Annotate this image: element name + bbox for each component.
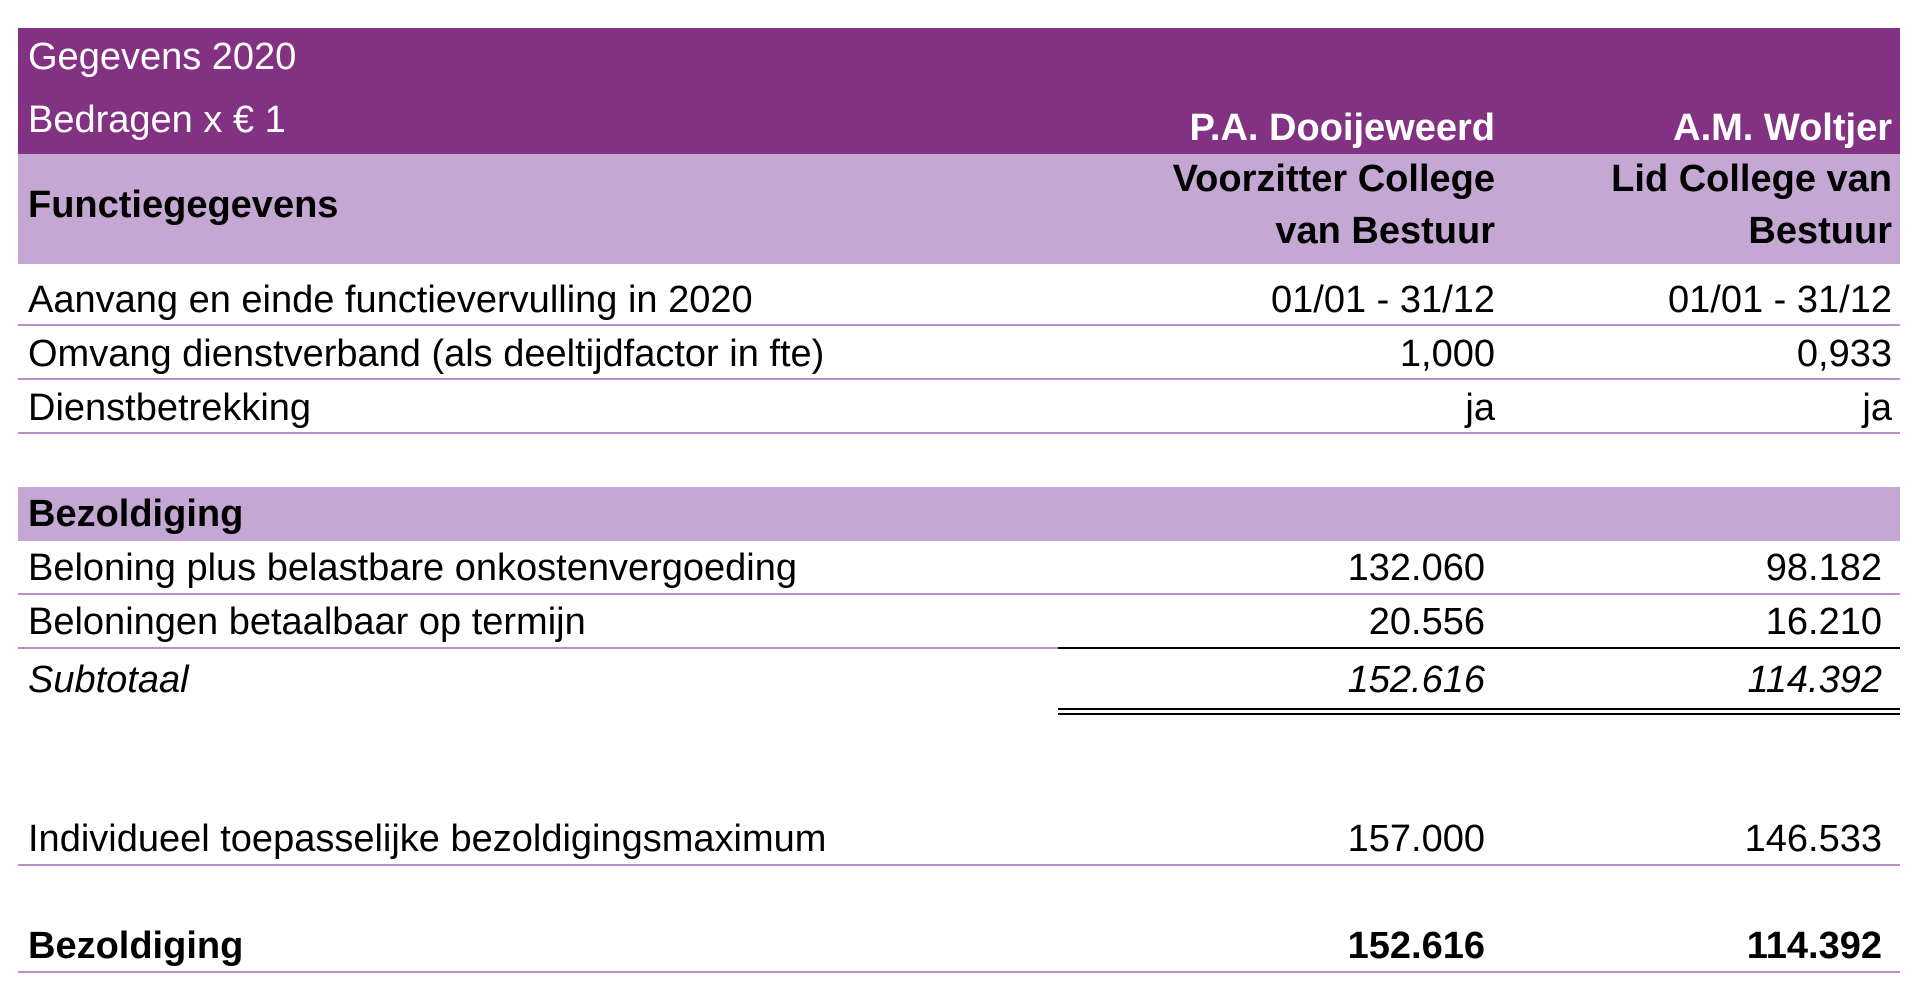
- bezoldiging-header: [18, 487, 1900, 541]
- row-label: Aanvang en einde functievervulling in 2020: [28, 279, 753, 321]
- row-label: Beloningen betaalbaar op termijn: [28, 601, 586, 643]
- row-value-person2: 98.182: [1765, 547, 1882, 589]
- maximum-value-person2: 146.533: [1744, 818, 1882, 860]
- row-value-person1: ja: [1465, 387, 1495, 429]
- row-value-person2: ja: [1862, 387, 1892, 429]
- subtotal-value-person1: 152.616: [1347, 659, 1485, 701]
- maximum-value-person1: 157.000: [1347, 818, 1485, 860]
- header-title-year: Gegevens 2020: [28, 36, 297, 78]
- row-value-person2: 0,933: [1796, 333, 1892, 375]
- row-value-person1: 132.060: [1347, 547, 1485, 589]
- subtotal-double-rule: [1058, 708, 1900, 715]
- subtotal-label: Subtotaal: [28, 659, 189, 701]
- total-value-person2: 114.392: [1746, 925, 1882, 967]
- person1-function-line1: Voorzitter College: [1172, 158, 1495, 200]
- table-row: [18, 541, 1900, 595]
- row-label: Omvang dienstverband (als deeltijdfactor in fte): [28, 333, 825, 375]
- total-row: [18, 919, 1900, 973]
- row-value-person2: 01/01 - 31/12: [1668, 279, 1892, 321]
- functiegegevens-label: Functiegegevens: [28, 184, 339, 226]
- person2-function-line2: Bestuur: [1748, 210, 1892, 252]
- table-row: [18, 326, 1900, 380]
- total-label: Bezoldiging: [28, 925, 244, 967]
- row-label: Beloning plus belastbare onkostenvergoeding: [28, 547, 797, 589]
- row-divider: [18, 647, 1058, 649]
- table-row: [18, 272, 1900, 326]
- row-value-person1: 01/01 - 31/12: [1271, 279, 1495, 321]
- header-person2-name: A.M. Woltjer: [1673, 107, 1892, 149]
- row-label: Dienstbetrekking: [28, 387, 312, 429]
- bezoldiging-section-label: Bezoldiging: [28, 493, 244, 535]
- table-header: [18, 28, 1900, 154]
- total-value-person1: 152.616: [1347, 925, 1485, 967]
- functiegegevens-header: [18, 154, 1900, 264]
- row-value-person1: 1,000: [1399, 333, 1495, 375]
- row-value-person2: 16.210: [1765, 601, 1882, 643]
- subtotal-value-person2: 114.392: [1747, 659, 1882, 701]
- person2-function-line1: Lid College van: [1611, 158, 1892, 200]
- row-value-person1: 20.556: [1368, 601, 1485, 643]
- maximum-row: [18, 812, 1900, 866]
- maximum-label: Individueel toepasselijke bezoldigingsmaximum: [28, 818, 827, 860]
- subtotal-top-rule: [1058, 647, 1900, 649]
- person1-function-line2: van Bestuur: [1275, 210, 1495, 252]
- subtotal-row: [18, 652, 1900, 706]
- table-row: [18, 595, 1900, 649]
- table-row: [18, 380, 1900, 434]
- header-person1-name: P.A. Dooijeweerd: [1189, 107, 1495, 149]
- header-title-amounts: Bedragen x € 1: [28, 99, 286, 141]
